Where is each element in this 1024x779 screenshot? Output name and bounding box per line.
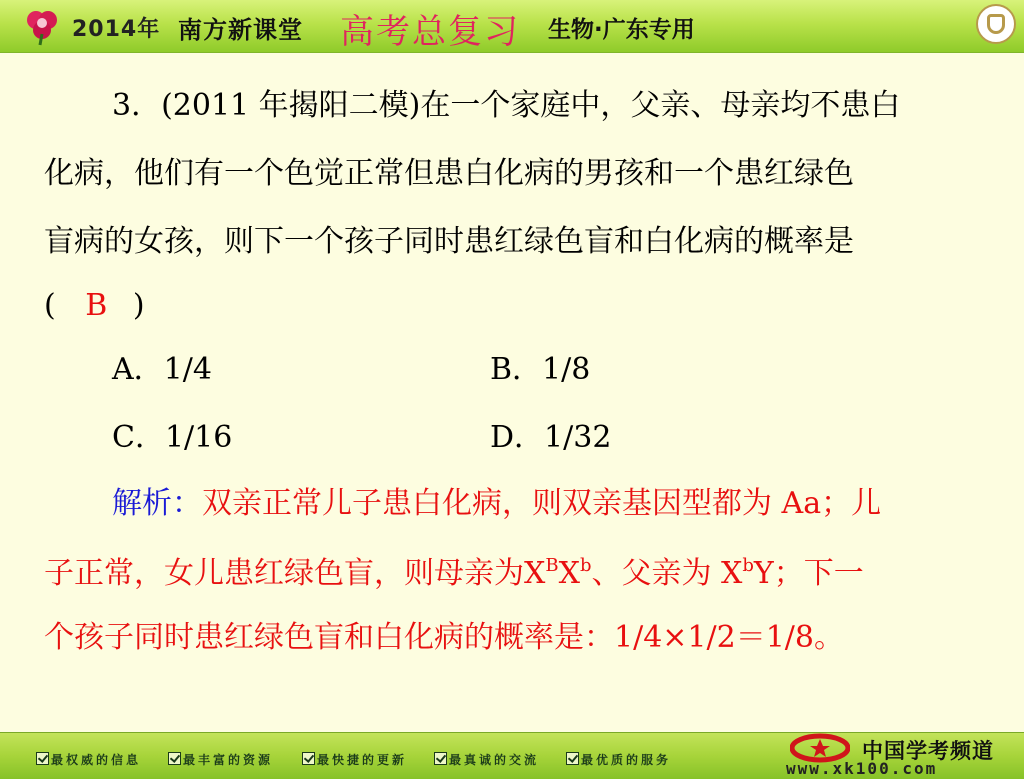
header-bar bbox=[0, 0, 1024, 53]
analysis-line-1 bbox=[112, 486, 881, 522]
header-title: 高考总复习 bbox=[340, 12, 520, 52]
analysis-line-2 bbox=[44, 556, 864, 592]
slide-content bbox=[0, 52, 1024, 732]
footer-item-label: 最权威的信息 bbox=[51, 753, 142, 767]
superscript-b-upper: B bbox=[545, 555, 559, 576]
footer-item-label: 最真诚的交流 bbox=[449, 753, 540, 767]
checkbox-icon bbox=[566, 752, 579, 765]
footer-item-1[interactable] bbox=[36, 751, 141, 768]
superscript-b-lower: b bbox=[579, 555, 592, 576]
site-name[interactable]: 中国学考频道 bbox=[862, 739, 994, 763]
answer-paren-close: ) bbox=[132, 288, 145, 323]
analysis-text-2c: 、父亲为 X bbox=[591, 556, 743, 591]
header-brand: 南方新课堂 bbox=[178, 16, 303, 44]
question-line-2: 化病，他们有一个色觉正常但患白化病的男孩和一个患红绿色 bbox=[44, 156, 854, 191]
footer-item-label: 最优质的服务 bbox=[581, 753, 672, 767]
analysis-line-3: 个孩子同时患红绿色盲和白化病的概率是：1/4×1/2＝1/8。 bbox=[44, 620, 844, 655]
checkbox-icon bbox=[434, 752, 447, 765]
analysis-text-2d: Y；下一 bbox=[753, 556, 864, 591]
header-subject: 生物·广东专用 bbox=[548, 17, 695, 43]
checkbox-icon bbox=[168, 752, 181, 765]
publisher-logo-icon[interactable] bbox=[976, 4, 1016, 44]
footer-item-5[interactable] bbox=[566, 751, 671, 768]
option-a: A．1/4 bbox=[112, 352, 212, 387]
answer-line bbox=[44, 288, 145, 324]
answer-paren-open: ( bbox=[44, 288, 56, 323]
footer-bar bbox=[0, 732, 1024, 779]
flower-icon bbox=[22, 6, 62, 46]
analysis-text-2a: 子正常，女儿患红绿色盲，则母亲为X bbox=[44, 556, 546, 591]
checkbox-icon bbox=[302, 752, 315, 765]
analysis-label: 解析： bbox=[112, 486, 202, 521]
analysis-text-1: 双亲正常儿子患白化病，则双亲基因型都为 Aa；儿 bbox=[202, 486, 882, 521]
analysis-text-2b: X bbox=[558, 556, 580, 591]
site-url[interactable]: www.xk100.com bbox=[786, 759, 938, 778]
option-d: D．1/32 bbox=[490, 420, 612, 455]
option-b: B．1/8 bbox=[490, 352, 591, 387]
footer-item-2[interactable] bbox=[168, 751, 273, 768]
checkbox-icon bbox=[36, 752, 49, 765]
footer-item-3[interactable] bbox=[302, 751, 407, 768]
answer-choice: B bbox=[85, 288, 108, 323]
footer-item-4[interactable] bbox=[434, 751, 539, 768]
header-year: 2014年 bbox=[72, 17, 161, 42]
footer-item-label: 最快捷的更新 bbox=[317, 753, 408, 767]
superscript-b-lower-2: b bbox=[742, 555, 754, 576]
option-c: C．1/16 bbox=[112, 420, 233, 455]
question-line-3: 盲病的女孩，则下一个孩子同时患红绿色盲和白化病的概率是 bbox=[44, 224, 854, 259]
footer-item-label: 最丰富的资源 bbox=[183, 753, 274, 767]
question-line-1: 3．(2011 年揭阳二模)在一个家庭中，父亲、母亲均不患白 bbox=[112, 88, 901, 123]
